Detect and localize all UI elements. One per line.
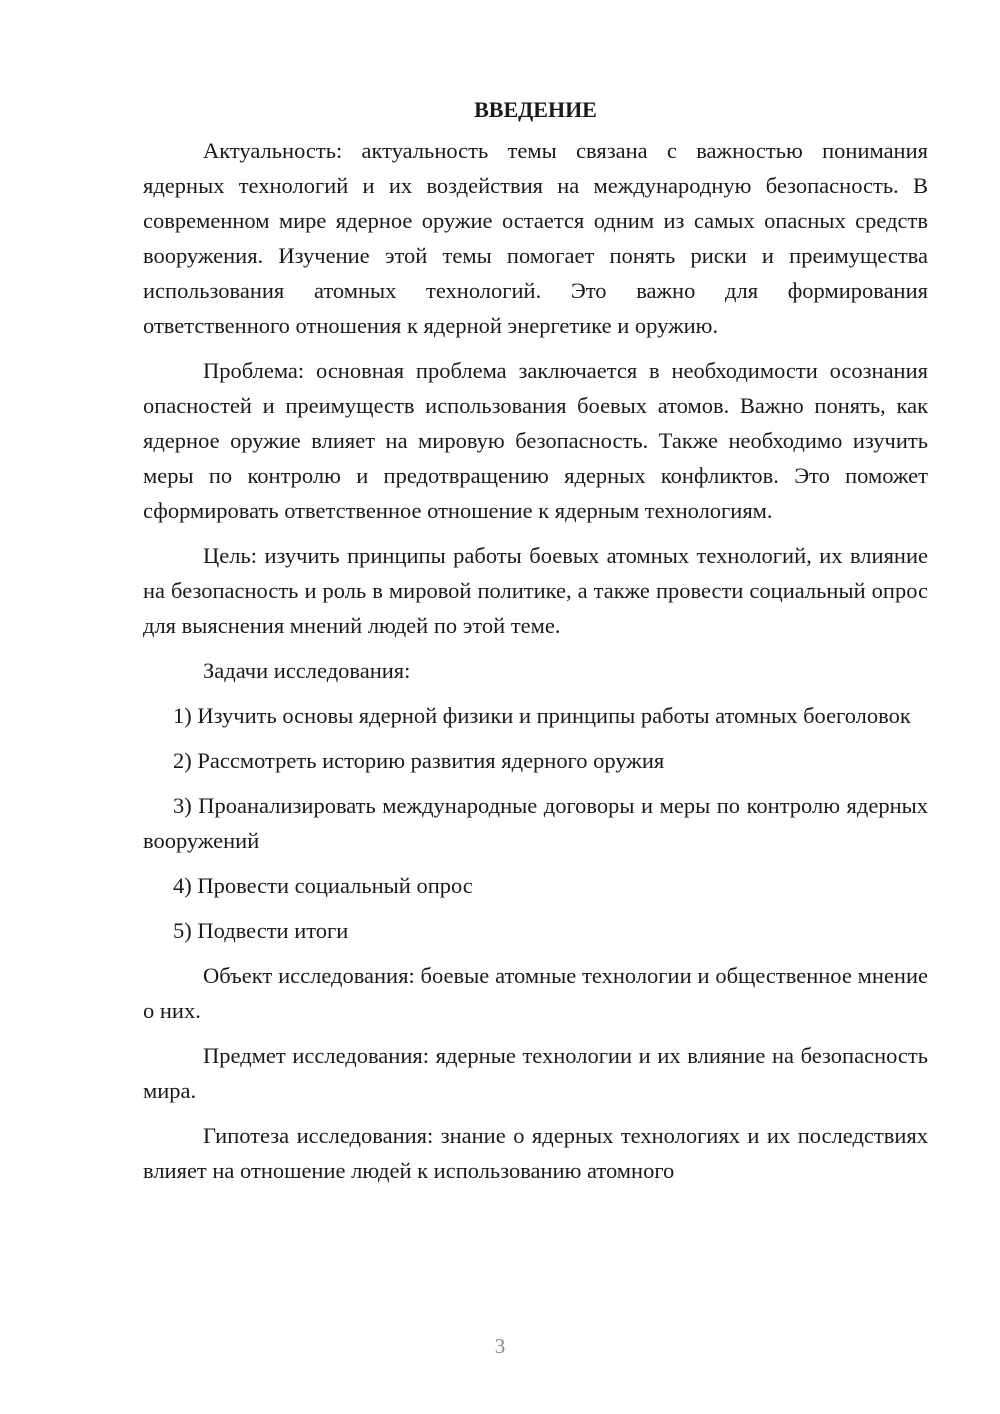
- paragraph-subject: Предмет исследования: ядерные технологии и их влияние на безопасность мира.: [143, 1043, 928, 1103]
- paragraph-hypothesis: Гипотеза исследования: знание о ядерных технологиях и их последствиях влияет на отношение людей к использованию атомного: [143, 1123, 928, 1183]
- paragraph-object: Объект исследования: боевые атомные технологии и общественное мнение о них.: [143, 963, 928, 1023]
- task-item-5: 5) Подвести итоги: [173, 918, 349, 943]
- tasks-heading: Задачи исследования:: [203, 658, 411, 683]
- paragraph-problem: Проблема: основная проблема заключается в необходимости осознания опасностей и преимуществ использования боевых атомов. Важно понять, как ядерное оружие влияет на мировую безопасность. Также необходимо изучить меры по контролю и предотвращению ядерных конфликтов. Это поможет сформировать ответственное отношение к ядерным технологиям.: [143, 358, 928, 523]
- document-page: [143, 92, 928, 1198]
- page-number: 3: [494, 1334, 506, 1358]
- task-item-2: 2) Рассмотреть историю развития ядерного оружия: [173, 748, 665, 773]
- paragraph-goal: Цель: изучить принципы работы боевых атомных технологий, их влияние на безопасность и роль в мировой политике, а также провести социальный опрос для выяснения мнений людей по этой теме.: [143, 543, 928, 638]
- task-item-1: 1) Изучить основы ядерной физики и принципы работы атомных боеголовок: [173, 703, 911, 728]
- task-item-4: 4) Провести социальный опрос: [173, 873, 473, 898]
- paragraph-relevance: Актуальность: актуальность темы связана с важностью понимания ядерных технологий и их воздействия на международную безопасность. В современном мире ядерное оружие остается одним из самых опасных средств вооружения. Изучение этой темы помогает понять риски и преимущества использования атомных технологий. Это важно для формирования ответственного отношения к ядерной энергетике и оружию.: [143, 138, 928, 338]
- section-title: ВВЕДЕНИЕ: [474, 97, 597, 122]
- task-item-3: 3) Проанализировать международные договоры и меры по контролю ядерных вооружений: [143, 793, 928, 853]
